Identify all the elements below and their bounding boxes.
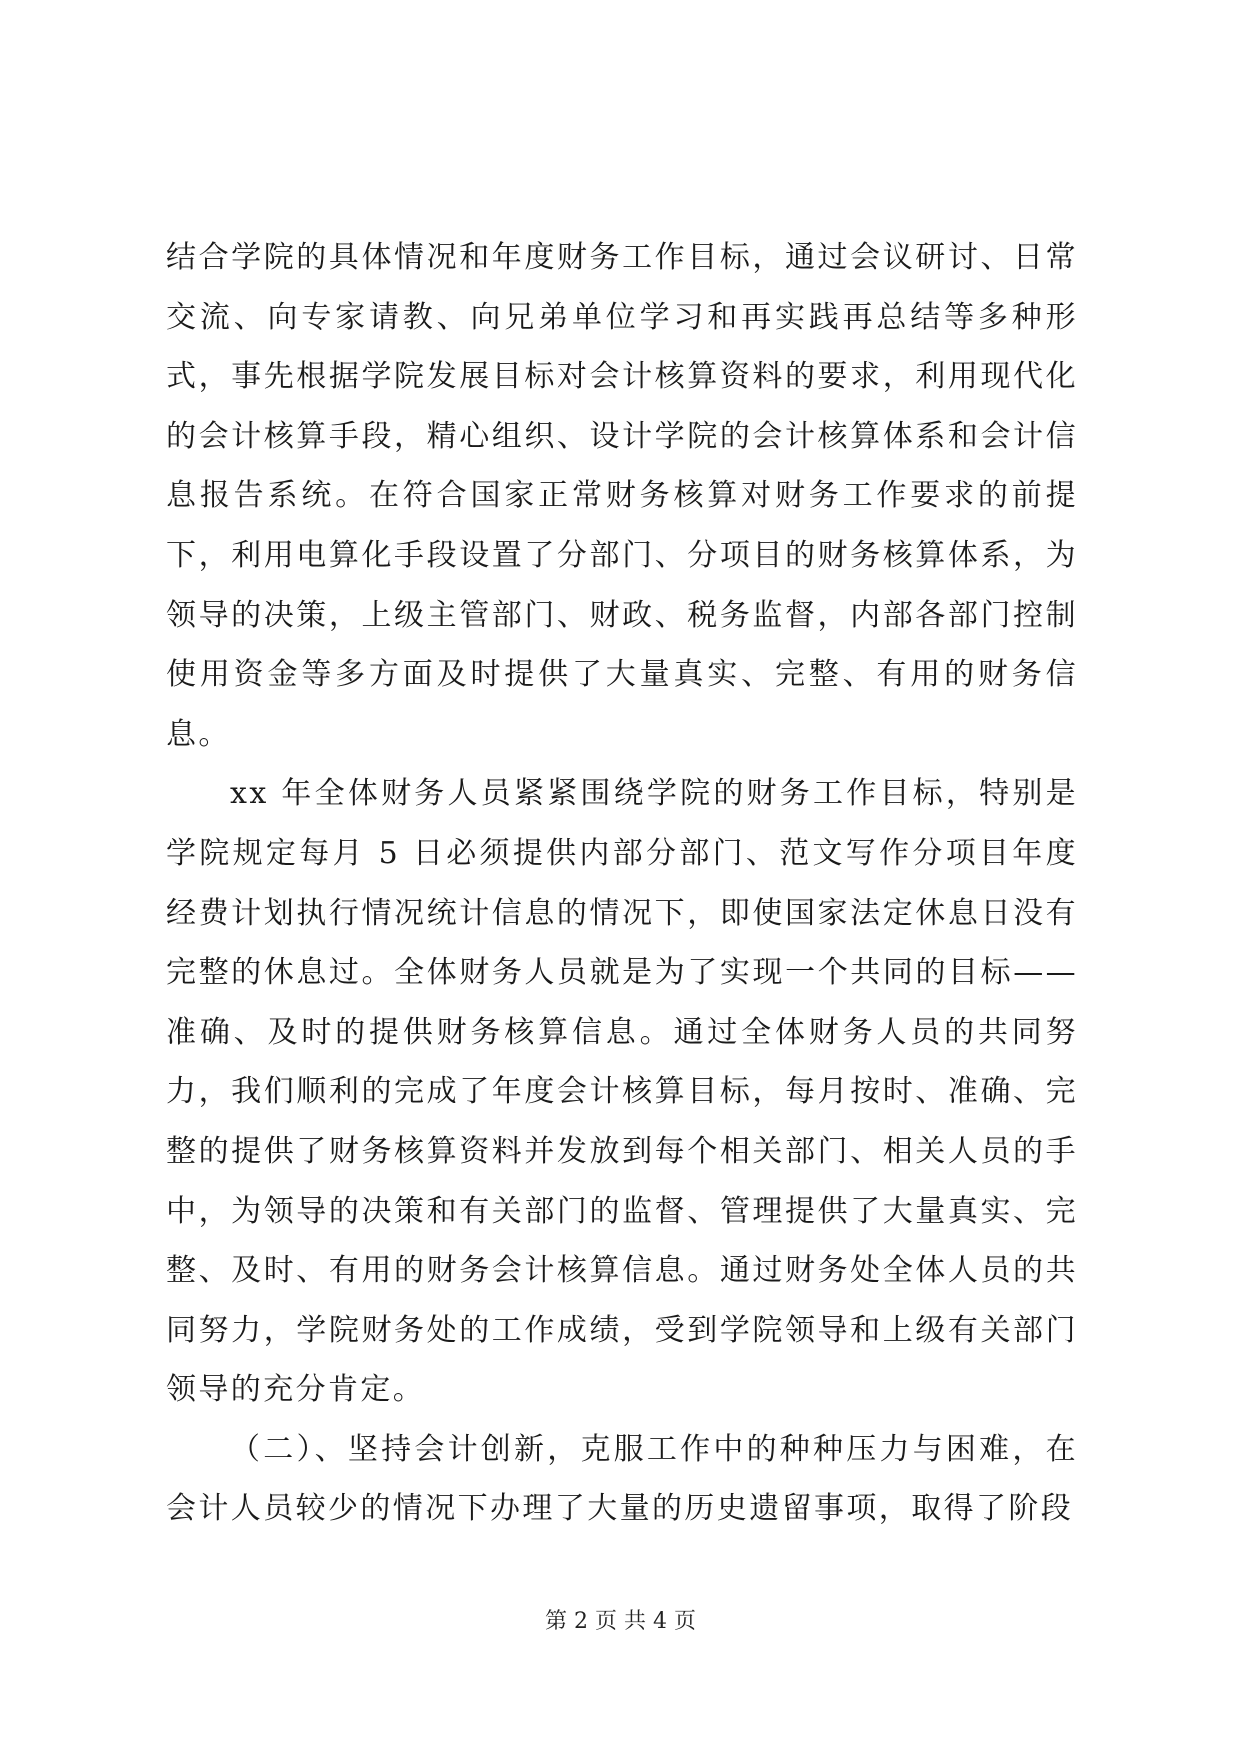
paragraph-2: xx 年全体财务人员紧紧围绕学院的财务工作目标，特别是学院规定每月 5 日必须提供内部分部门、范文写作分项目年度经费计划执行情况统计信息的情况下，即使国家法定休息日没有完整的休息过。全体财务人员就是为了实现一个共同的目标——准确、及时的提供财务核算信息。通过全体财务人员的共同努力，我们顺利的完成了年度会计核算目标，每月按时、准确、完整的提供了财务核算资料并发放到每个相关部门、相关人员的手中，为领导的决策和有关部门的监督、管理提供了大量真实、完整、及时、有用的财务会计核算信息。通过财务处全体人员的共同努力，学院财务处的工作成绩，受到学院领导和上级有关部门领导的充分肯定。 — [166, 776, 1078, 1408]
paragraph-1: 结合学院的具体情况和年度财务工作目标，通过会议研讨、日常交流、向专家请教、向兄弟单位学习和再实践再总结等多种形式，事先根据学院发展目标对会计核算资料的要求，利用现代化的会计核算手段，精心组织、设计学院的会计核算体系和会计信息报告系统。在符合国家正常财务核算对财务工作要求的前提下，利用电算化手段设置了分部门、分项目的财务核算体系，为领导的决策，上级主管部门、财政、税务监督，内部各部门控制使用资金等多方面及时提供了大量真实、完整、有用的财务信息。 — [166, 240, 1078, 752]
document-body — [166, 228, 1078, 1539]
paragraph-3: （二）、坚持会计创新，克服工作中的种种压力与困难，在会计人员较少的情况下办理了大量的历史遗留事项，取得了阶段 — [166, 1431, 1078, 1527]
page-number-footer: 第 2 页 共 4 页 — [545, 1609, 696, 1634]
